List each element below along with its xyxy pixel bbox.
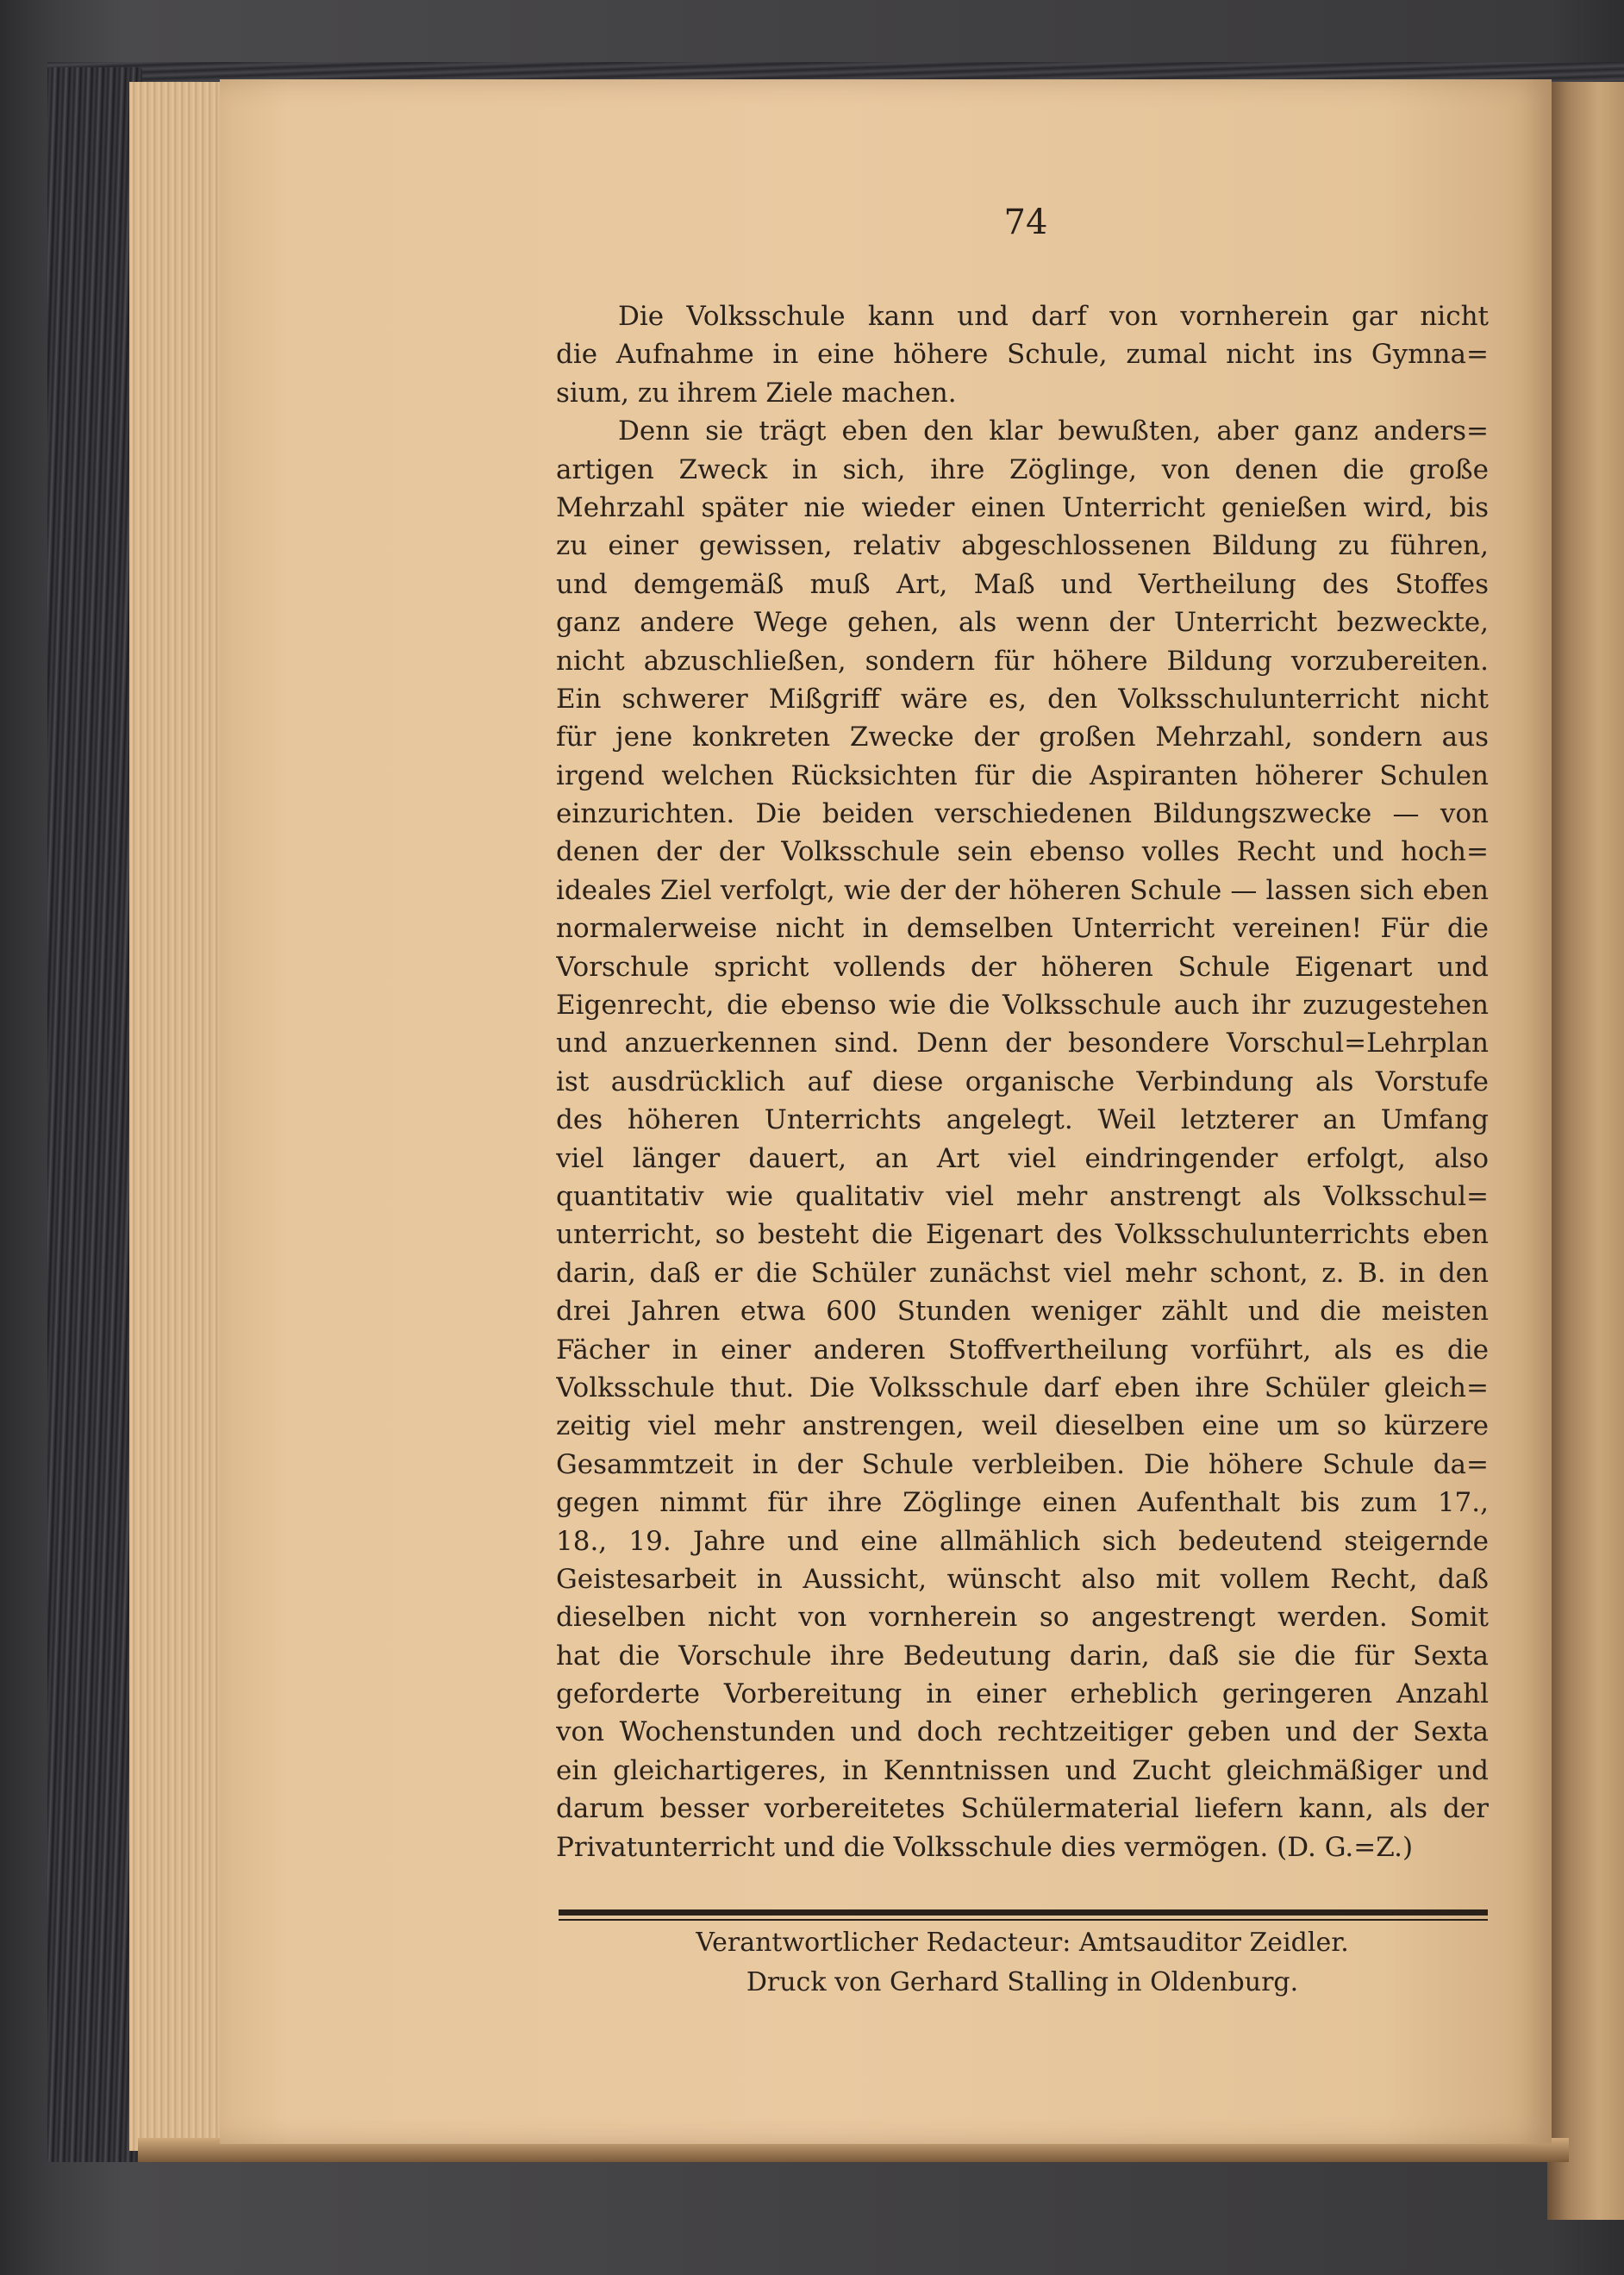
text-line: Privatunterricht und die Volksschule dies vermögen. (D. G.=Z.) bbox=[556, 1831, 1414, 1863]
text-line: dieselben nicht von vornherein so angestrengt werden. Somit bbox=[556, 1602, 1489, 1634]
text-line: einzurichten. Die beiden verschiedenen Bildungszwecke — von bbox=[556, 798, 1489, 830]
text-line: und anzuerkennen sind. Denn der besondere Vorschul=Lehrplan bbox=[556, 1028, 1489, 1059]
text-line: Geistesarbeit in Aussicht, wünscht also mit vollem Recht, daß bbox=[556, 1563, 1489, 1595]
separator-rule-thick bbox=[559, 1909, 1488, 1916]
text-line: viel länger dauert, an Art viel eindringender erfolgt, also bbox=[556, 1142, 1489, 1174]
text-line: 18., 19. Jahre und eine allmählich sich bedeutend steigernde bbox=[556, 1525, 1489, 1557]
text-line: von Wochenstunden und doch rechtzeitiger geben und der Sexta bbox=[556, 1716, 1489, 1748]
text-line: Die Volksschule kann und darf von vornherein gar nicht bbox=[618, 301, 1489, 332]
text-line: ein gleichartigeres, in Kenntnissen und Zucht gleichmäßiger und bbox=[556, 1754, 1489, 1786]
text-line: darum besser vorbereitetes Schülermaterial liefern kann, als der bbox=[556, 1793, 1489, 1825]
book-cover-left-edge bbox=[47, 67, 142, 2162]
text-line: sium, zu ihrem Ziele machen. bbox=[556, 377, 957, 409]
text-line: ganz andere Wege gehen, als wenn der Unterricht bezweckte, bbox=[556, 607, 1489, 639]
text-line: Fächer in einer anderen Stoffvertheilung vorführt, als es die bbox=[556, 1334, 1489, 1366]
text-line: quantitativ wie qualitativ viel mehr anstrengt als Volksschul= bbox=[556, 1180, 1489, 1212]
text-line: für jene konkreten Zwecke der großen Mehrzahl, sondern aus bbox=[556, 722, 1489, 753]
text-line: zeitig viel mehr anstrengen, weil dieselben eine um so kürzere bbox=[556, 1410, 1489, 1442]
text-line: Eigenrecht, die ebenso wie die Volksschule auch ihr zuzugestehen bbox=[556, 990, 1489, 1022]
text-line: und demgemäß muß Art, Maß und Vertheilung des Stoffes bbox=[556, 568, 1489, 600]
text-line: Mehrzahl später nie wieder einen Unterricht genießen wird, bis bbox=[556, 491, 1489, 523]
text-line: die Aufnahme in eine höhere Schule, zumal nicht ins Gymna= bbox=[556, 339, 1489, 371]
page-stack-edges bbox=[129, 82, 228, 2151]
editor-imprint: Verantwortlicher Redacteur: Amtsauditor Zeidler. bbox=[696, 1928, 1349, 1958]
text-line: darin, daß er die Schüler zunächst viel mehr schont, z. B. in den bbox=[556, 1257, 1489, 1289]
text-line: nicht abzuschließen, sondern für höhere Bildung vorzubereiten. bbox=[556, 645, 1489, 677]
text-line: des höheren Unterrichts angelegt. Weil letzterer an Umfang bbox=[556, 1104, 1489, 1136]
text-line: denen der der Volksschule sein ebenso volles Recht und hoch= bbox=[556, 836, 1489, 868]
text-line: artigen Zweck in sich, ihre Zöglinge, von denen die große bbox=[556, 453, 1489, 485]
text-line: Gesammtzeit in der Schule verbleiben. Die höhere Schule da= bbox=[556, 1448, 1489, 1480]
text-line: normalerweise nicht in demselben Unterricht vereinen! Für die bbox=[556, 913, 1489, 945]
text-line: drei Jahren etwa 600 Stunden weniger zählt und die meisten bbox=[556, 1296, 1489, 1328]
text-line: hat die Vorschule ihre Bedeutung darin, daß sie die für Sexta bbox=[556, 1640, 1489, 1672]
text-line: Volksschule thut. Die Volksschule darf eben ihre Schüler gleich= bbox=[556, 1372, 1489, 1403]
page-number: 74 bbox=[1003, 203, 1048, 242]
text-line: Ein schwerer Mißgriff wäre es, den Volksschulunterricht nicht bbox=[556, 683, 1489, 715]
printer-imprint: Druck von Gerhard Stalling in Oldenburg. bbox=[746, 1967, 1299, 1997]
body-text bbox=[556, 297, 1489, 1866]
separator-rule-thin bbox=[559, 1919, 1488, 1921]
text-line: Vorschule spricht vollends der höheren Schule Eigenart und bbox=[556, 951, 1489, 983]
facing-page-edge bbox=[1547, 82, 1624, 2220]
text-line: Denn sie trägt eben den klar bewußten, aber ganz anders= bbox=[618, 416, 1489, 447]
text-line: gegen nimmt für ihre Zöglinge einen Aufenthalt bis zum 17., bbox=[556, 1487, 1489, 1519]
text-line: irgend welchen Rücksichten für die Aspiranten höherer Schulen bbox=[556, 759, 1489, 791]
text-line: geforderte Vorbereitung in einer erheblich geringeren Anzahl bbox=[556, 1678, 1489, 1710]
text-line: unterricht, so besteht die Eigenart des Volksschulunterrichts eben bbox=[556, 1219, 1489, 1251]
text-line: ist ausdrücklich auf diese organische Verbindung als Vorstufe bbox=[556, 1066, 1489, 1097]
text-line: ideales Ziel verfolgt, wie der der höheren Schule — lassen sich eben bbox=[556, 874, 1489, 906]
text-line: zu einer gewissen, relativ abgeschlossenen Bildung zu führen, bbox=[556, 530, 1489, 562]
